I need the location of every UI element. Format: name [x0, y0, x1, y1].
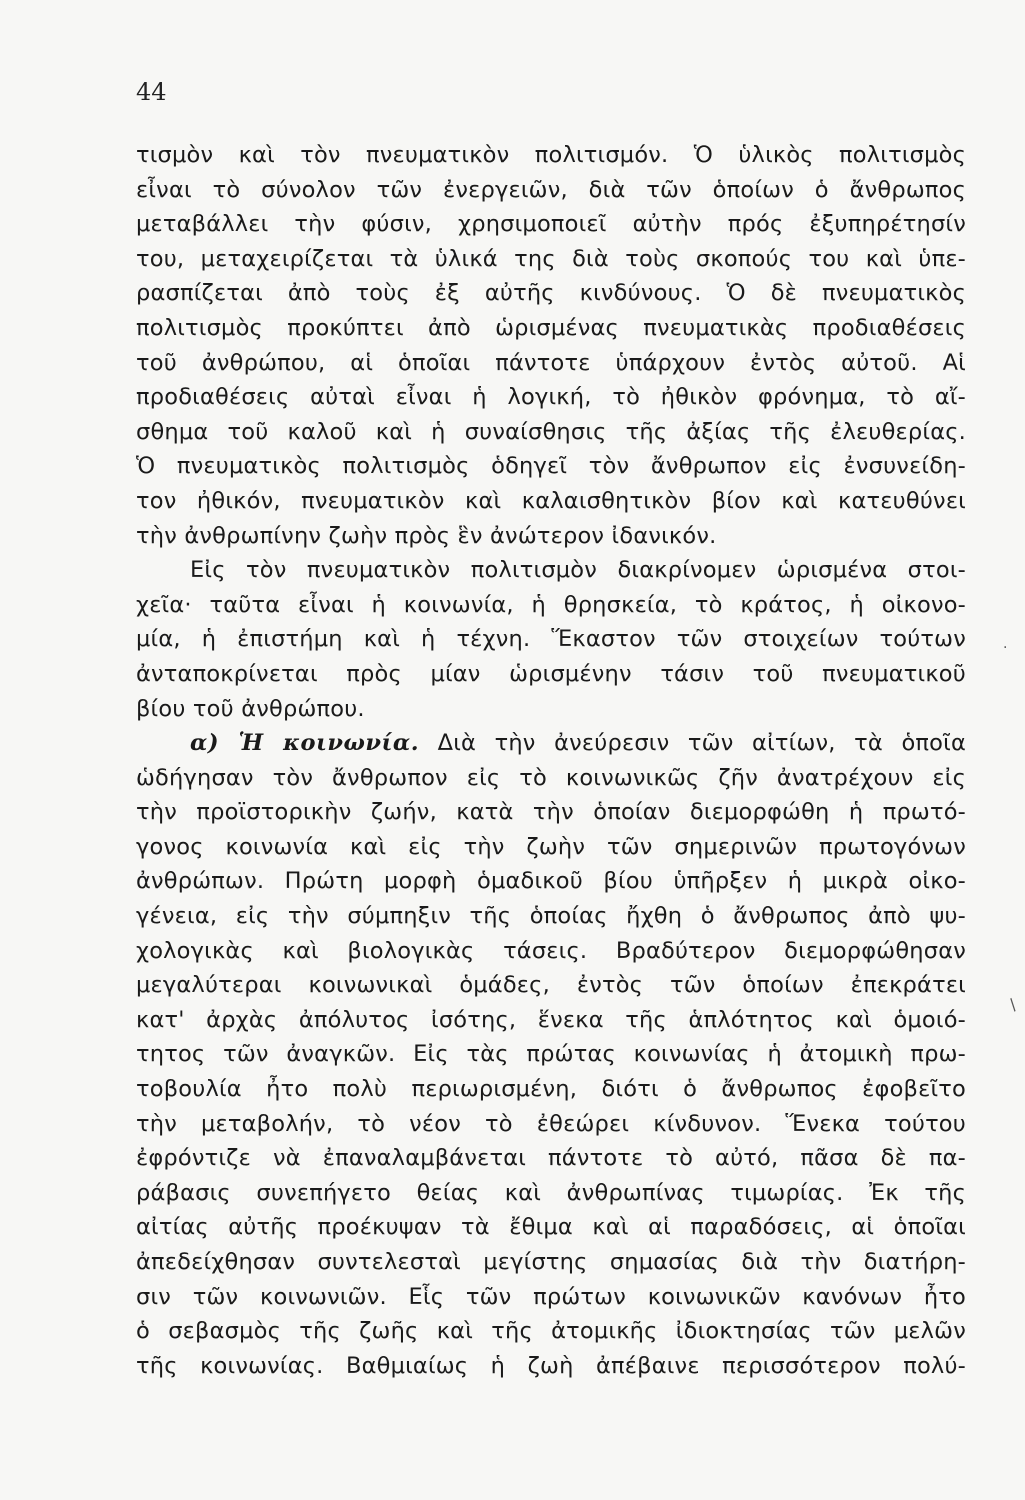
text-line: τοβουλία ἦτο πολὺ περιωρισμένη, διότι ὁ ἄνθρωπος ἐφοβεῖτο: [136, 1076, 966, 1103]
text-line: Εἰς τὸν πνευματικὸν πολιτισμὸν διακρίνομεν ὡρισμένα στοι-: [190, 557, 966, 584]
text-line: προδιαθέσεις αὐταὶ εἶναι ἡ λογική, τὸ ἠθικὸν φρόνημα, τὸ αἴ-: [136, 384, 966, 411]
text-line: χολογικὰς καὶ βιολογικὰς τάσεις. Βραδύτερον διεμορφώθησαν: [136, 937, 966, 964]
heading-line-rest: Διὰ τὴν ἀνεύρεσιν τῶν αἰτίων, τὰ ὁποῖα: [419, 730, 966, 757]
text-line: τὴν μεταβολήν, τὸ νέον τὸ ἐθεώρει κίνδυνον. Ἕνεκα τούτου: [136, 1110, 966, 1137]
text-line: [136, 726, 966, 761]
section-heading: α) Ἡ κοινωνία.: [190, 730, 420, 757]
text-line: του, μεταχειρίζεται τὰ ὑλικά της διὰ τοὺς σκοπούς του καὶ ὑπε-: [136, 245, 966, 272]
paragraph-2: [136, 553, 966, 726]
body-text: [136, 138, 966, 1383]
text-line: γένεια, εἰς τὴν σύμπηξιν τῆς ὁποίας ἤχθη ὁ ἄνθρωπος ἀπὸ ψυ-: [136, 903, 966, 930]
text-line: τητος τῶν ἀναγκῶν. Εἰς τὰς πρώτας κοινωνίας ἡ ἀτομικὴ πρω-: [136, 1041, 966, 1068]
text-line: τον ἠθικόν, πνευματικὸν καὶ καλαισθητικὸν βίον καὶ κατευθύνει: [136, 487, 966, 514]
text-line: σθημα τοῦ καλοῦ καὶ ἡ συναίσθησις τῆς ἀξίας τῆς ἐλευθερίας.: [136, 418, 966, 445]
margin-tick: /: [1005, 995, 1021, 1014]
margin-dot: ·: [1003, 640, 1008, 656]
paragraph-3: [136, 726, 966, 1383]
text-line: ρασπίζεται ἀπὸ τοὺς ἐξ αὐτῆς κινδύνους. Ὁ δὲ πνευματικὸς: [136, 280, 966, 307]
text-line: τισμὸν καὶ τὸν πνευματικὸν πολιτισμόν. Ὁ ὑλικὸς πολιτισμὸς: [136, 142, 966, 168]
text-line: ἐφρόντιζε νὰ ἐπαναλαμβάνεται πάντοτε τὸ αὐτό, πᾶσα δὲ πα-: [136, 1145, 966, 1172]
text-line: ἀνθρώπων. Πρώτη μορφὴ ὁμαδικοῦ βίου ὑπῆρξεν ἡ μικρὰ οἰκο-: [136, 868, 966, 895]
text-line: τὴν ἀνθρωπίνην ζωὴν πρὸς ἓν ἀνώτερον ἰδανικόν.: [136, 522, 717, 549]
text-line: αἰτίας αὐτῆς προέκυψαν τὰ ἔθιμα καὶ αἱ παραδόσεις, αἱ ὁποῖαι: [136, 1214, 966, 1241]
text-line: ἀπεδείχθησαν συντελεσταὶ μεγίστης σημασίας διὰ τὴν διατήρη-: [136, 1249, 966, 1275]
text-line: μεγαλύτεραι κοινωνικαὶ ὁμάδες, ἐντὸς τῶν ὁποίων ἐπεκράτει: [136, 972, 966, 999]
text-line: εἶναι τὸ σύνολον τῶν ἐνεργειῶν, διὰ τῶν ὁποίων ὁ ἄνθρωπος: [136, 176, 966, 203]
text-line: μεταβάλλει τὴν φύσιν, χρησιμοποιεῖ αὐτὴν πρός ἐξυπηρέτησίν: [136, 211, 966, 238]
text-line: ράβασις συνεπήγετο θείας καὶ ἀνθρωπίνας τιμωρίας. Ἐκ τῆς: [136, 1179, 966, 1206]
page-number: 44: [136, 78, 167, 106]
text-line: γονος κοινωνία καὶ εἰς τὴν ζωὴν τῶν σημερινῶν πρωτογόνων: [136, 833, 966, 860]
text-line: τὴν προϊστορικὴν ζωήν, κατὰ τὴν ὁποίαν διεμορφώθη ἡ πρωτό-: [136, 799, 966, 826]
text-line: ὡδήγησαν τὸν ἄνθρωπον εἰς τὸ κοινωνικῶς ζῆν ἀνατρέχουν εἰς: [136, 764, 966, 791]
text-line: πολιτισμὸς προκύπτει ἀπὸ ὡρισμένας πνευματικὰς προδιαθέσεις: [136, 314, 966, 341]
text-line: Ὁ πνευματικὸς πολιτισμὸς ὁδηγεῖ τὸν ἄνθρωπον εἰς ἐνσυνείδη-: [136, 453, 966, 480]
text-line: σιν τῶν κοινωνιῶν. Εἷς τῶν πρώτων κοινωνικῶν κανόνων ἦτο: [136, 1283, 966, 1310]
text-line: μία, ἡ ἐπιστήμη καὶ ἡ τέχνη. Ἕκαστον τῶν στοιχείων τούτων: [136, 626, 966, 653]
text-line: ἀνταποκρίνεται πρὸς μίαν ὡρισμένην τάσιν τοῦ πνευματικοῦ: [136, 660, 966, 687]
text-line: βίου τοῦ ἀνθρώπου.: [136, 695, 365, 722]
text-line: χεῖα· ταῦτα εἶναι ἡ κοινωνία, ἡ θρησκεία, τὸ κράτος, ἡ οἰκονο-: [136, 591, 966, 618]
text-line: τοῦ ἀνθρώπου, αἱ ὁποῖαι πάντοτε ὑπάρχουν ἐντὸς αὐτοῦ. Αἱ: [136, 349, 966, 376]
text-line: κατ' ἀρχὰς ἀπόλυτος ἰσότης, ἕνεκα τῆς ἁπλότητος καὶ ὁμοιό-: [136, 1006, 966, 1033]
text-line: τῆς κοινωνίας. Βαθμιαίως ἡ ζωὴ ἀπέβαινε περισσότερον πολύ-: [136, 1352, 966, 1379]
text-line: ὁ σεβασμὸς τῆς ζωῆς καὶ τῆς ἀτομικῆς ἰδιοκτησίας τῶν μελῶν: [136, 1318, 966, 1345]
paragraph-1: [136, 138, 966, 553]
